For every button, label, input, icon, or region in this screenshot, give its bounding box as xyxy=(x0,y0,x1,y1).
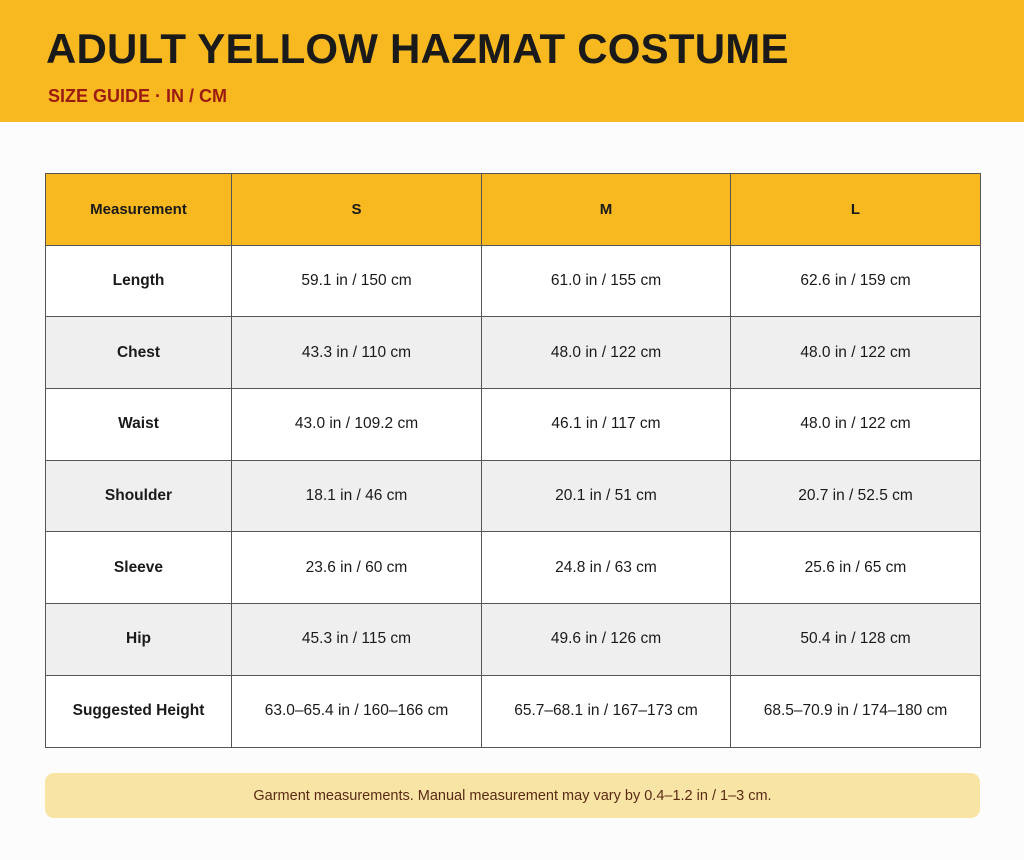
table-row xyxy=(46,245,981,317)
column-header-size-l: L xyxy=(731,174,981,246)
table-cell: 61.0 in / 155 cm xyxy=(482,245,731,317)
table-cell: 68.5–70.9 in / 174–180 cm xyxy=(731,675,981,747)
table-cell: 48.0 in / 122 cm xyxy=(731,389,981,461)
table-cell: 59.1 in / 150 cm xyxy=(232,245,482,317)
table-cell: 24.8 in / 63 cm xyxy=(482,532,731,604)
row-label: Waist xyxy=(46,389,232,461)
table-cell: 43.3 in / 110 cm xyxy=(232,317,482,389)
page-subtitle: SIZE GUIDE · IN / CM xyxy=(48,86,228,106)
header-banner xyxy=(0,0,1024,122)
row-label: Chest xyxy=(46,317,232,389)
table-cell: 23.6 in / 60 cm xyxy=(232,532,482,604)
table-cell: 20.7 in / 52.5 cm xyxy=(731,460,981,532)
row-label: Shoulder xyxy=(46,460,232,532)
table-cell: 43.0 in / 109.2 cm xyxy=(232,389,482,461)
table-cell: 48.0 in / 122 cm xyxy=(482,317,731,389)
table-row xyxy=(46,460,981,532)
table-cell: 63.0–65.4 in / 160–166 cm xyxy=(232,675,482,747)
table-cell: 25.6 in / 65 cm xyxy=(731,532,981,604)
column-header-measurement: Measurement xyxy=(46,174,232,246)
row-label: Suggested Height xyxy=(46,675,232,747)
column-header-size-m: M xyxy=(482,174,731,246)
table-cell: 62.6 in / 159 cm xyxy=(731,245,981,317)
table-cell: 20.1 in / 51 cm xyxy=(482,460,731,532)
table-cell: 46.1 in / 117 cm xyxy=(482,389,731,461)
table-cell: 48.0 in / 122 cm xyxy=(731,317,981,389)
table-cell: 45.3 in / 115 cm xyxy=(232,604,482,676)
size-guide-table xyxy=(45,173,981,748)
table-row xyxy=(46,532,981,604)
table-cell: 65.7–68.1 in / 167–173 cm xyxy=(482,675,731,747)
table-cell: 50.4 in / 128 cm xyxy=(731,604,981,676)
row-label: Sleeve xyxy=(46,532,232,604)
column-header-size-s: S xyxy=(232,174,482,246)
table-header-row xyxy=(46,174,981,246)
measurement-note: Garment measurements. Manual measurement may vary by 0.4–1.2 in / 1–3 cm. xyxy=(45,773,980,818)
table-row xyxy=(46,675,981,747)
row-label: Hip xyxy=(46,604,232,676)
table-row xyxy=(46,389,981,461)
row-label: Length xyxy=(46,245,232,317)
table-cell: 49.6 in / 126 cm xyxy=(482,604,731,676)
table-cell: 18.1 in / 46 cm xyxy=(232,460,482,532)
table-row xyxy=(46,604,981,676)
table-row xyxy=(46,317,981,389)
page-title: ADULT YELLOW HAZMAT COSTUME xyxy=(46,25,789,72)
